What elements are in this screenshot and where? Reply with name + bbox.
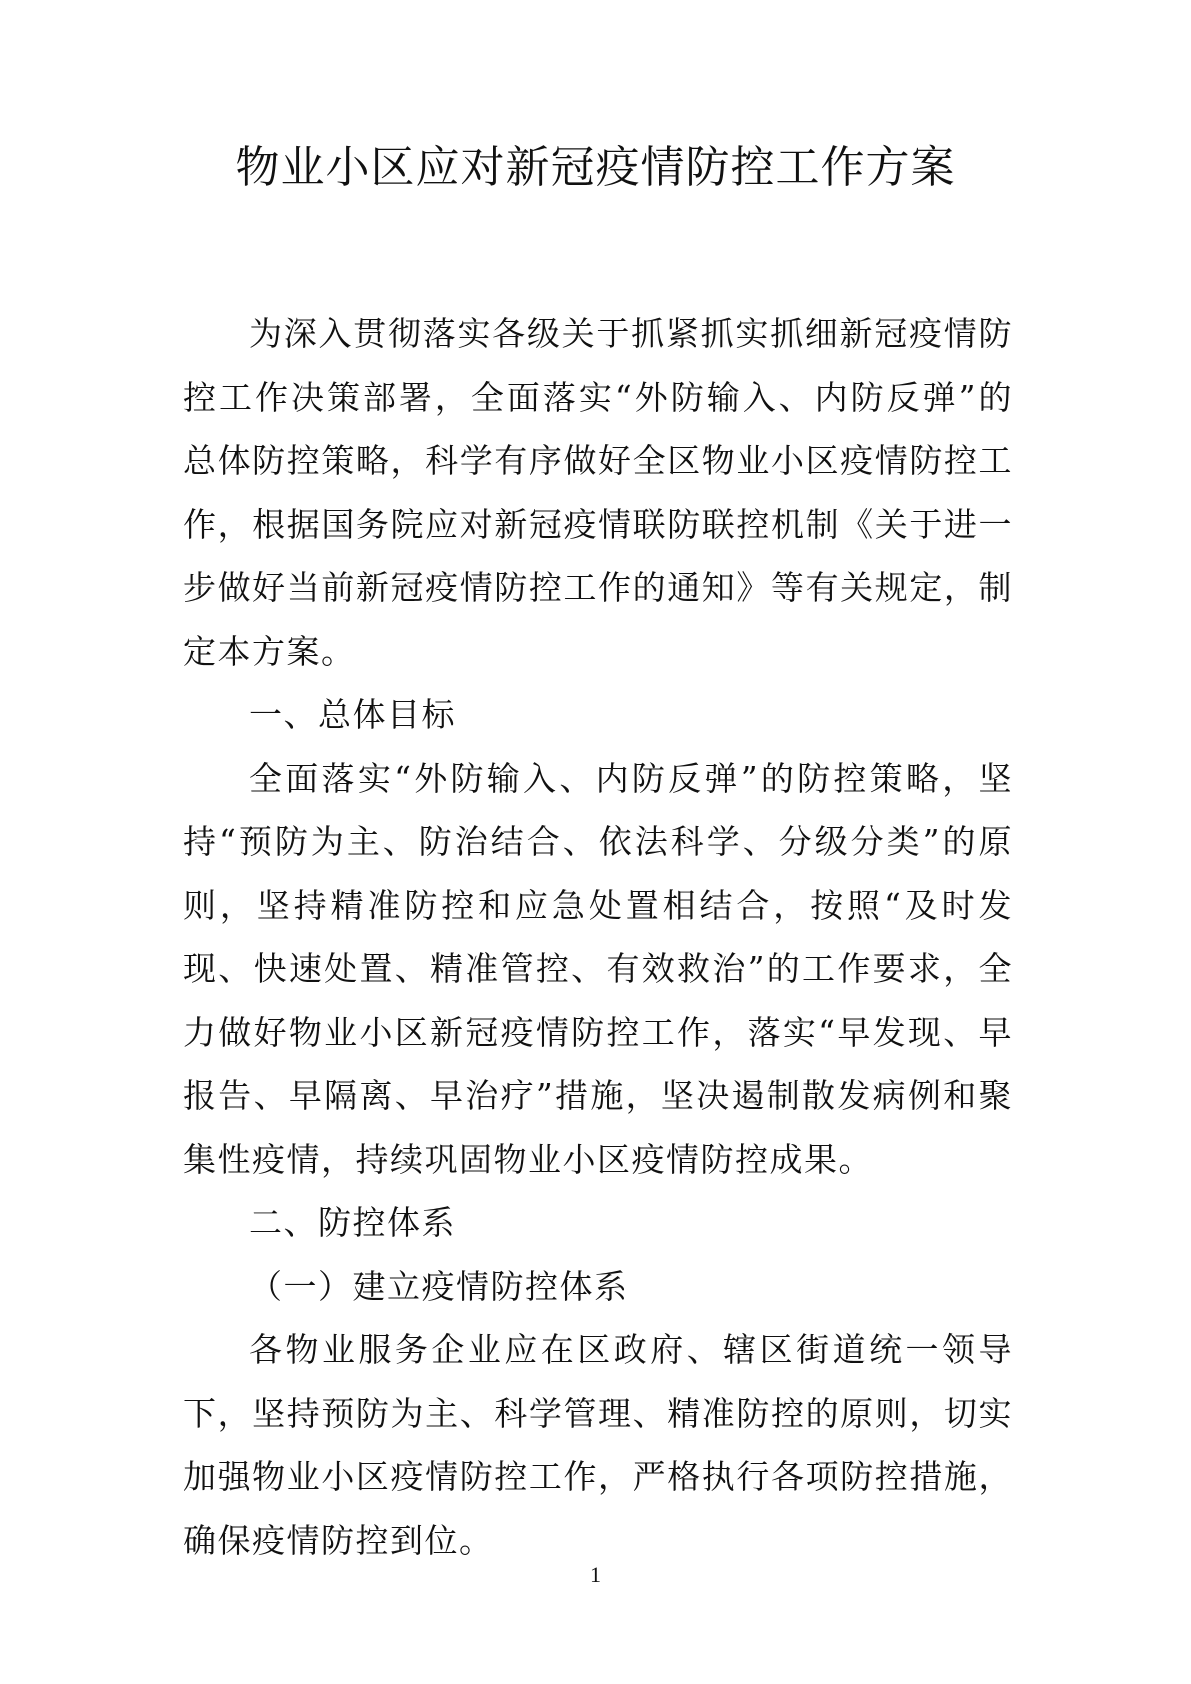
section-heading-prevention-system: 二、防控体系 [249,1203,456,1242]
document-title: 物业小区应对新冠疫情防控工作方案 [235,142,956,193]
system-paragraph: 各物业服务企业应在区政府、辖区街道统一领导下，坚持预防为主、科学管理、精准防控的原则，切实加强物业小区疫情防控工作，严格执行各项防控措施，确保疫情防控到位。 [183,1330,1013,1560]
subsection-heading-establish-system: （一）建立疫情防控体系 [249,1266,629,1306]
document-body [183,302,1013,1572]
goal-paragraph: 全面落实“外防输入、内防反弹”的防控策略，坚持“预防为主、防治结合、依法科学、分级分类”的原则，坚持精准防控和应急处置相结合，按照“及时发现、快速处置、精准管控、有效救治”的工作要求，全力做好物业小区新冠疫情防控工作，落实“早发现、早报告、早隔离、早治疗”措施，坚决遏制散发病例和聚集性疫情，持续巩固物业小区疫情防控成果。 [183,758,1013,1179]
page-number: 1 [590,1562,601,1587]
section-heading-overall-goal: 一、总体目标 [249,695,456,734]
intro-paragraph: 为深入贯彻落实各级关于抓紧抓实抓细新冠疫情防控工作决策部署，全面落实“外防输入、内防反弹”的总体防控策略，科学有序做好全区物业小区疫情防控工作，根据国务院应对新冠疫情联防联控机制《关于进一步做好当前新冠疫情防控工作的通知》等有关规定，制定本方案。 [183,314,1013,671]
